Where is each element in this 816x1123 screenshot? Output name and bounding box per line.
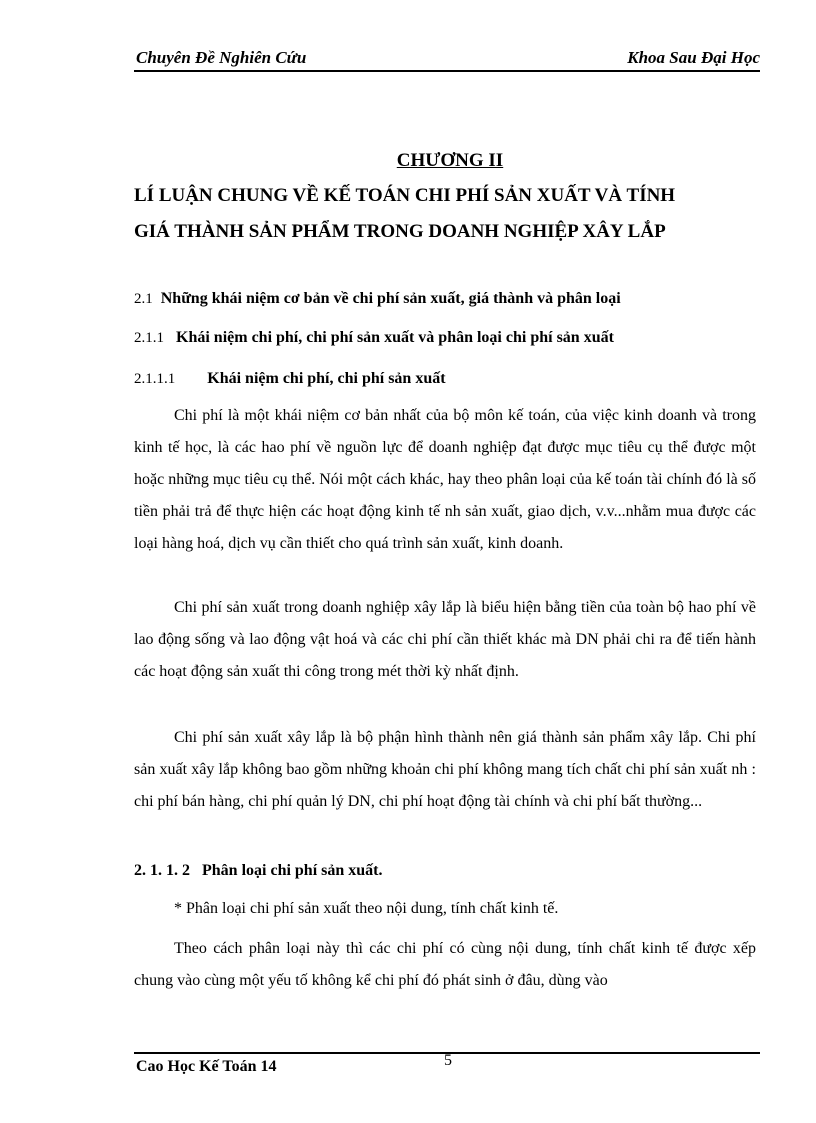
paragraph-3 bbox=[134, 722, 756, 818]
paragraph-2 bbox=[134, 592, 756, 688]
section-title: Khái niệm chi phí, chi phí sản xuất bbox=[207, 370, 446, 387]
section-number: 2.1.1.1 bbox=[134, 371, 176, 387]
paragraph-text: * Phân loại chi phí sản xuất theo nội dung, tính chất kinh tế. bbox=[174, 900, 559, 917]
header-left: Chuyên Đề Nghiên Cứu bbox=[136, 48, 307, 67]
section-number: 2.1.1 bbox=[134, 330, 164, 346]
paragraph-1 bbox=[134, 400, 756, 560]
section-heading-2-1 bbox=[134, 290, 621, 308]
paragraph-5 bbox=[134, 933, 756, 997]
paragraph-text: Theo cách phân loại này thì các chi phí có cùng nội dung, tính chất kinh tế được xếp chung vào cùng một yếu tố không kể chi phí đó phát sinh ở đâu, dùng vào bbox=[134, 940, 756, 989]
section-title: Phân loại chi phí sản xuất. bbox=[202, 862, 383, 879]
chapter-title-line-1: LÍ LUẬN CHUNG VỀ KẾ TOÁN CHI PHÍ SẢN XUẤT VÀ TÍNH bbox=[134, 185, 676, 206]
section-heading-2-1-1 bbox=[134, 329, 614, 347]
section-title: Những khái niệm cơ bản về chi phí sản xuất, giá thành và phân loại bbox=[160, 290, 621, 307]
page-number: 5 bbox=[444, 1052, 452, 1069]
section-number: 2.1 bbox=[134, 291, 153, 307]
paragraph-text: Chi phí là một khái niệm cơ bản nhất của bộ môn kế toán, của việc kinh doanh và trong kinh tế học, là các hao phí về nguồn lực để doanh nghiệp đạt được mục tiêu cụ thể được một hoặc những mục tiêu cụ thể. Nói một cách khác, hay theo phân loại của kế toán tài chính đó là số tiền phải trả để thực hiện các hoạt động kinh tế nh sản xuất, giao dịch, v.v...nhằm mua được các loại hàng hoá, dịch vụ cần thiết cho quá trình sản xuất, kinh doanh. bbox=[134, 407, 756, 552]
page-header bbox=[134, 48, 760, 70]
chapter-label: CHƯƠNG II bbox=[396, 150, 504, 171]
paragraph-text: Chi phí sản xuất trong doanh nghiệp xây lắp là biểu hiện bằng tiền của toàn bộ hao phí về lao động sống và lao động vật hoá và các chi phí cần thiết khác mà DN phải chi ra để tiến hành các hoạt động sản xuất thi công trong mét thời kỳ nhất định. bbox=[134, 599, 756, 680]
page-footer bbox=[134, 1052, 760, 1075]
chapter-title-line-2: GIÁ THÀNH SẢN PHẨM TRONG DOANH NGHIỆP XÂY LẮP bbox=[134, 221, 666, 242]
header-rule bbox=[134, 70, 760, 72]
section-number: 2. 1. 1. 2 bbox=[134, 862, 190, 879]
paragraph-4 bbox=[134, 893, 756, 925]
section-title: Khái niệm chi phí, chi phí sản xuất và phân loại chi phí sản xuất bbox=[176, 329, 614, 346]
header-right: Khoa Sau Đại Học bbox=[627, 48, 760, 67]
section-heading-2-1-1-1 bbox=[134, 370, 446, 388]
paragraph-text: Chi phí sản xuất xây lắp là bộ phận hình thành nên giá thành sản phẩm xây lắp. Chi phí sản xuất xây lắp không bao gồm những khoản chi phí không mang tích chất chi phí sản xuất nh : chi phí bán hàng, chi phí quản lý DN, chi phí hoạt động tài chính và chi phí bất thường... bbox=[134, 729, 756, 810]
section-heading-2-1-1-2 bbox=[134, 862, 383, 880]
footer-left: Cao Học Kế Toán 14 bbox=[136, 1058, 277, 1075]
